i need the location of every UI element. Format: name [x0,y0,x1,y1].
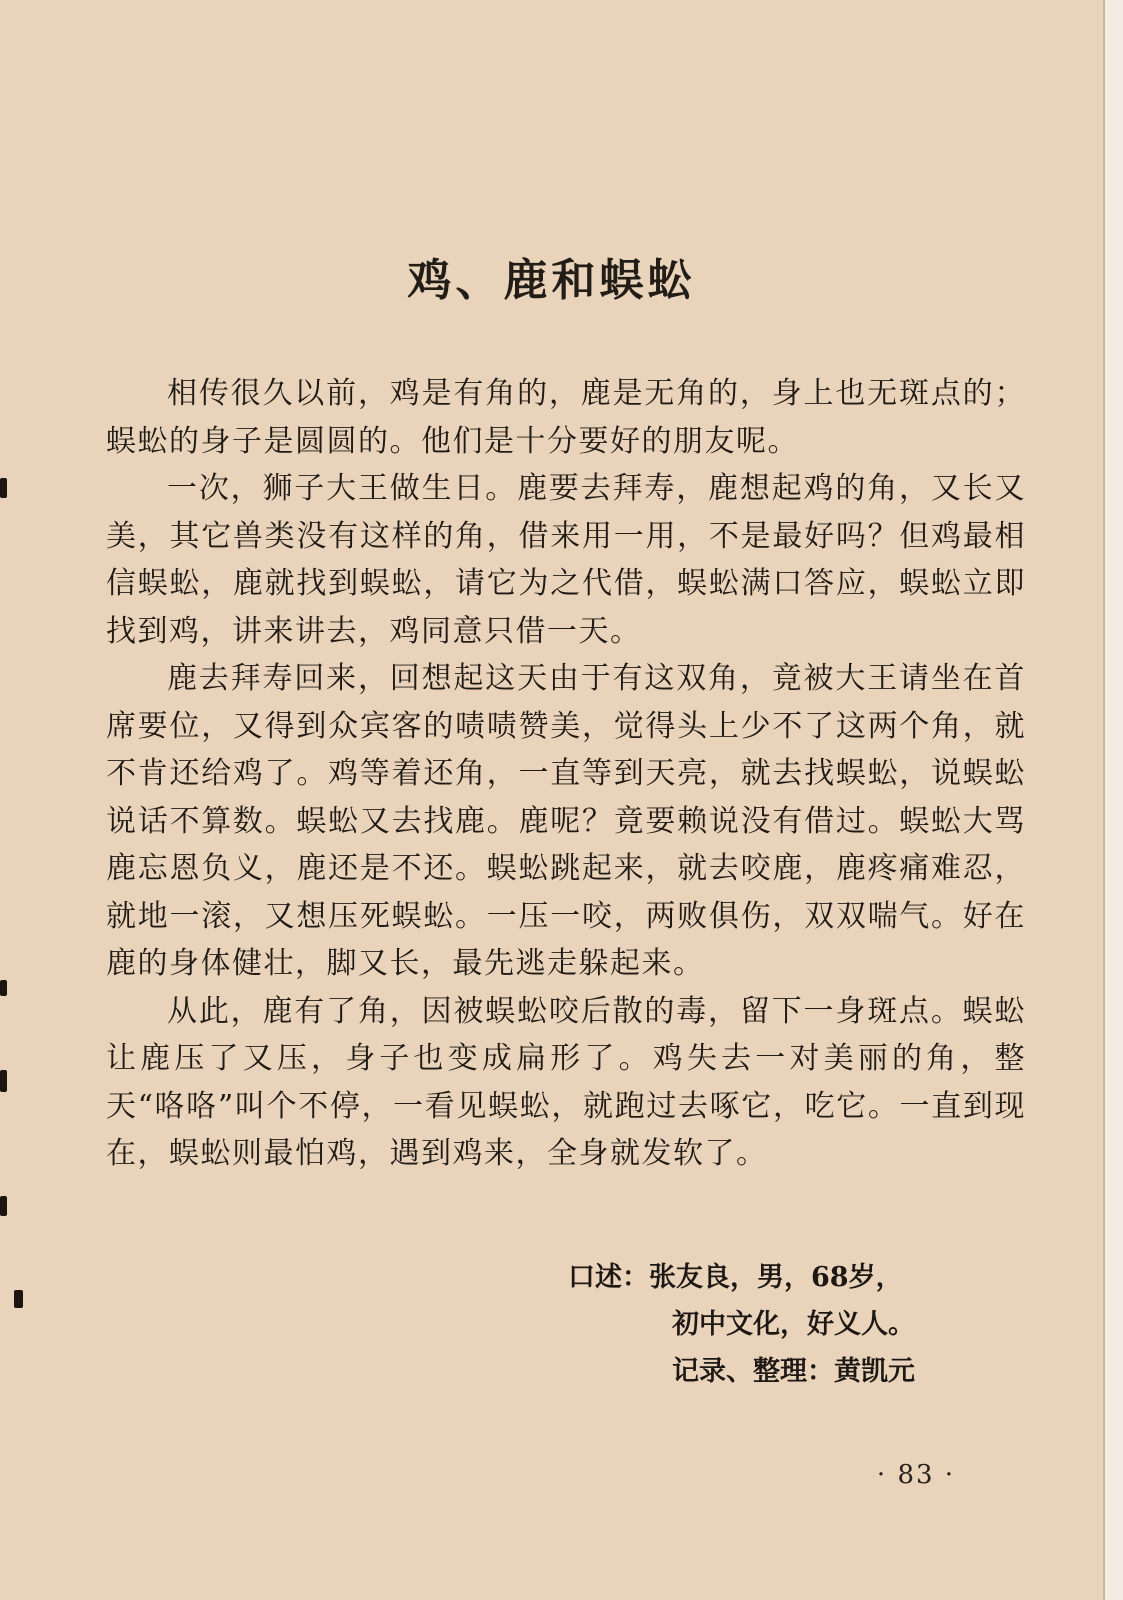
page-edge [1103,0,1123,1600]
binding-mark [0,980,7,996]
paragraph-1: 相传很久以前，鸡是有角的，鹿是无角的，身上也无斑点的；蜈蚣的身子是圆圆的。他们是十分要好的朋友呢。 [106,376,1026,459]
story-text [106,370,1026,1178]
binding-mark [0,1070,7,1092]
binding-mark [0,1196,7,1216]
paragraph-2: 一次，狮子大王做生日。鹿要去拜寿，鹿想起鸡的角，又长又美，其它兽类没有这样的角，借来用一用，不是最好吗？但鸡最相信蜈蚣，鹿就找到蜈蚣，请它为之代借，蜈蚣满口答应，蜈蚣立即找到鸡，讲来讲去，鸡同意只借一天。 [106,471,1026,649]
paragraph-4: 从此，鹿有了角，因被蜈蚣咬后散的毒，留下一身斑点。蜈蚣让鹿压了又压，身子也变成扁形了。鸡失去一对美丽的角，整天“咯咯”叫个不停，一看见蜈蚣，就跑过去啄它，吃它。一直到现在，蜈蚣则最怕鸡，遇到鸡来，全身就发软了。 [106,993,1026,1171]
recorder-line: 记录、整理：黄凯元 [672,1356,915,1387]
credits-block [568,1254,1018,1395]
page-title: 鸡、鹿和蜈蚣 [407,255,696,306]
narrator-line: 口述：张友良，男，68岁， [568,1262,903,1293]
binding-mark [14,1290,23,1308]
page-number: · 83 · [876,1460,956,1490]
paragraph-3: 鹿去拜寿回来，回想起这天由于有这双角，竟被大王请坐在首席要位，又得到众宾客的啧啧赞美，觉得头上少不了这两个角，就不肯还给鸡了。鸡等着还角，一直等到天亮，就去找蜈蚣，说蜈蚣说话不算数。蜈蚣又去找鹿。鹿呢？竟要赖说没有借过。蜈蚣大骂鹿忘恩负义，鹿还是不还。蜈蚣跳起来，就去咬鹿，鹿疼痛难忍，就地一滚，又想压死蜈蚣。一压一咬，两败俱伤，双双喘气。好在鹿的身体健壮，脚又长，最先逃走躲起来。 [106,661,1026,981]
binding-mark [0,478,7,498]
narrator-details-line: 初中文化，好义人。 [672,1309,915,1340]
